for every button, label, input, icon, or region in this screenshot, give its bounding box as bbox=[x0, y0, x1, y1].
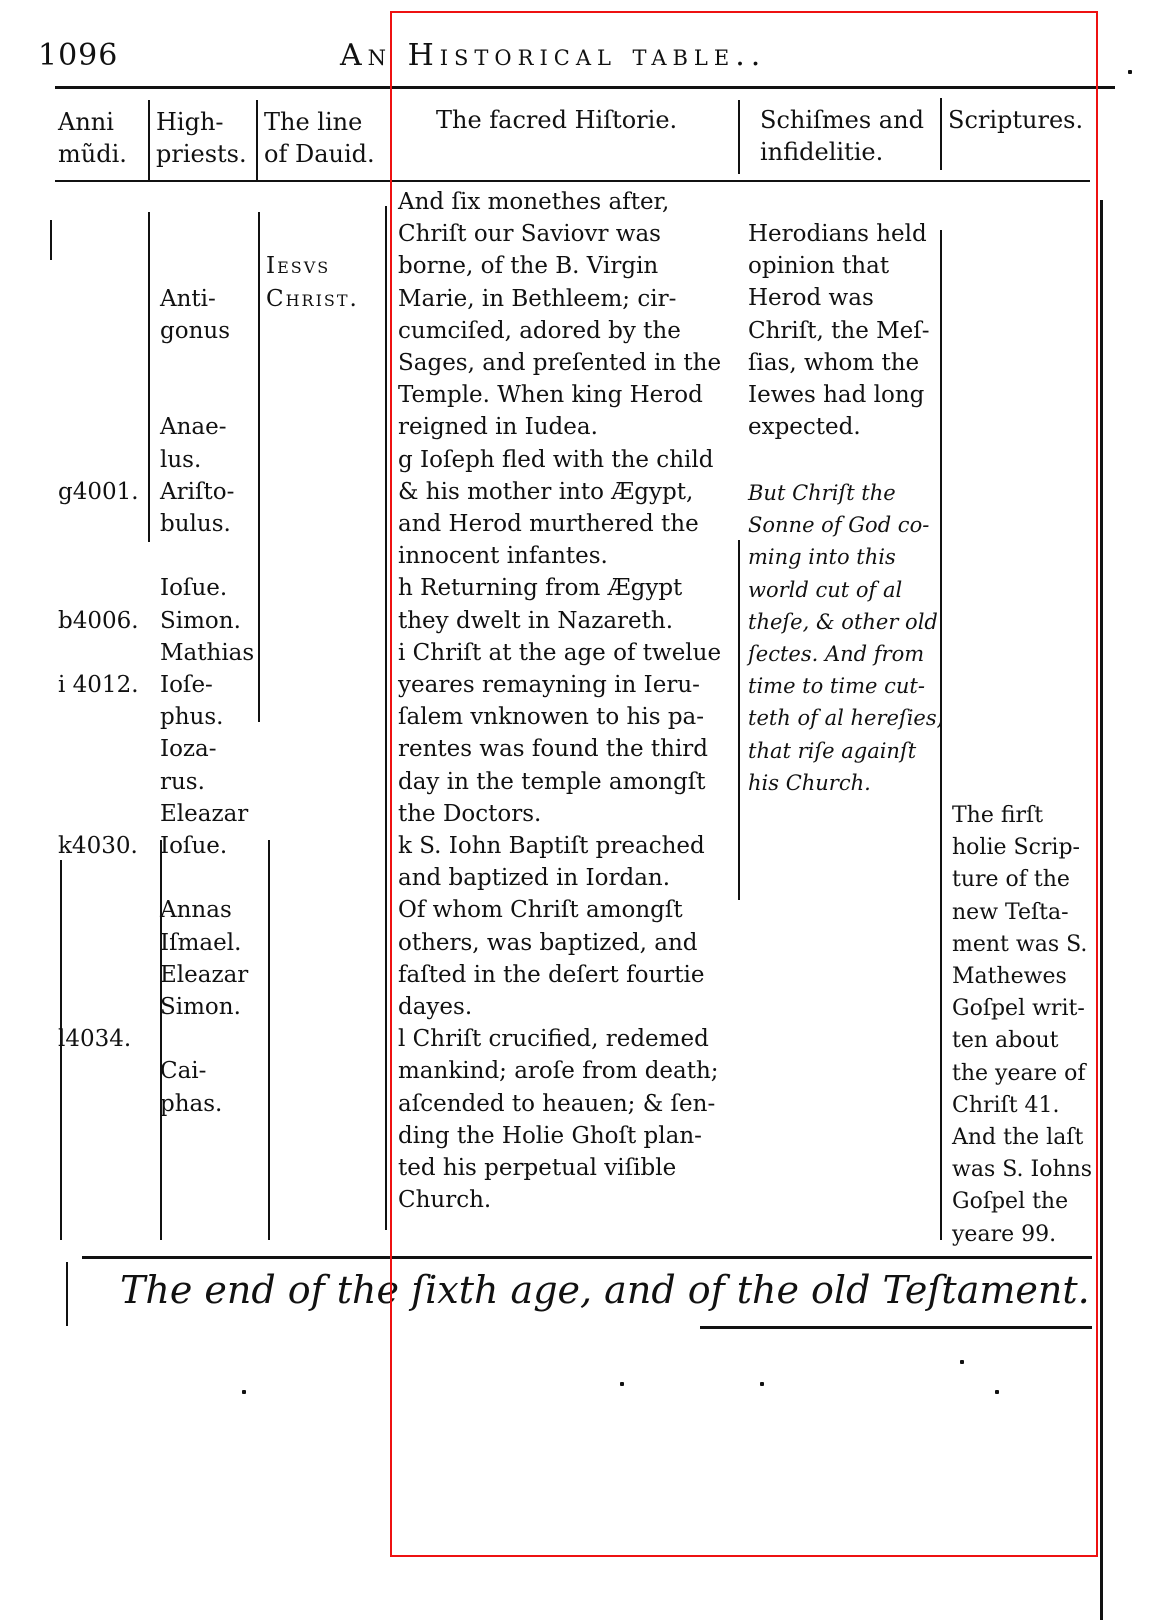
text-line: Goſpel the bbox=[952, 1189, 1069, 1215]
column-header-anni bbox=[58, 106, 127, 170]
priest-entry: Anae- bbox=[160, 414, 227, 441]
text-line: And the laſt bbox=[952, 1125, 1084, 1151]
text-line: cumciſed, adored by the bbox=[398, 317, 681, 344]
text-line: i Chriſt at the age of twelue bbox=[398, 639, 722, 666]
text-line: the Doctors. bbox=[398, 800, 542, 827]
footer-text: The end of the ſixth age, and of the old Teſtament. bbox=[120, 1268, 1090, 1312]
text-line: aſcended to heauen; & ſen- bbox=[398, 1090, 716, 1117]
priest-entry: Ariſto- bbox=[160, 478, 235, 505]
text-line: others, was baptized, and bbox=[398, 929, 698, 956]
priest-entry: Cai- bbox=[160, 1058, 207, 1085]
column-header-line: The facred Hiſtorie. bbox=[436, 106, 678, 134]
text-line: Chriſt 41. bbox=[952, 1092, 1060, 1118]
header-divider bbox=[256, 100, 258, 180]
column-header-priests bbox=[156, 106, 247, 170]
text-line: rentes was found the third bbox=[398, 736, 709, 763]
column-rule bbox=[1100, 200, 1103, 1620]
priest-entry: Eleazar bbox=[160, 800, 249, 827]
text-line: g Ioſeph fled with the child bbox=[398, 446, 714, 473]
text-line: that riſe againſt bbox=[748, 738, 917, 763]
text-line: yeares remayning in Ieru- bbox=[398, 672, 700, 699]
priest-entry: lus. bbox=[160, 446, 202, 473]
priest-entry: Mathias bbox=[160, 639, 255, 666]
column-header-david bbox=[264, 106, 375, 170]
anni-entry: g4001. bbox=[58, 478, 139, 505]
priest-entry: Ioſue. bbox=[160, 575, 228, 602]
ink-speck bbox=[995, 1390, 999, 1394]
david-entry: Christ. bbox=[266, 285, 359, 312]
column-header-line: Scriptures. bbox=[948, 106, 1084, 134]
text-line: reigned in Iudea. bbox=[398, 414, 598, 441]
david-entry: Iesvs bbox=[266, 253, 331, 280]
text-line: Herodians held bbox=[748, 221, 927, 247]
text-line: ding the Holie Ghoſt plan- bbox=[398, 1122, 702, 1149]
anni-entry: k4030. bbox=[58, 833, 138, 859]
column-rule bbox=[258, 212, 260, 722]
ink-speck bbox=[960, 1360, 964, 1364]
priest-entry: rus. bbox=[160, 768, 205, 795]
priest-entry: Simon. bbox=[160, 607, 241, 634]
text-line: ted his perpetual viſible bbox=[398, 1155, 677, 1182]
anni-entry: l4034. bbox=[58, 1026, 132, 1053]
text-line: & his mother into Ægypt, bbox=[398, 478, 694, 505]
text-line: and Herod murthered the bbox=[398, 511, 699, 538]
text-line: Sages, and preſented in the bbox=[398, 350, 722, 377]
column-header-line: of Dauid. bbox=[264, 140, 375, 168]
text-line: and baptized in Iordan. bbox=[398, 865, 671, 892]
priest-entry: gonus bbox=[160, 317, 230, 344]
text-line: they dwelt in Nazareth. bbox=[398, 607, 674, 634]
text-line: ten about bbox=[952, 1028, 1059, 1054]
column-rule bbox=[50, 220, 52, 260]
anni-entry: b4006. bbox=[58, 607, 139, 634]
text-line: Herod was bbox=[748, 285, 874, 312]
column-rule bbox=[268, 840, 270, 1240]
column-rule bbox=[385, 206, 387, 1230]
text-line: expected. bbox=[748, 414, 861, 441]
footer-left-rule bbox=[66, 1262, 68, 1326]
text-line: Chriſt, the Meſ- bbox=[748, 317, 930, 344]
priest-entry: Ioza- bbox=[160, 736, 217, 763]
text-line: borne, of the B. Virgin bbox=[398, 253, 659, 280]
column-rule bbox=[148, 212, 150, 542]
text-line: new Teſta- bbox=[952, 899, 1069, 925]
text-line: holie Scrip- bbox=[952, 835, 1080, 861]
text-line: ſectes. And from bbox=[748, 642, 925, 667]
text-line: was S. Iohns bbox=[952, 1157, 1093, 1183]
column-header-line: Schiſmes and bbox=[760, 106, 924, 134]
text-line: Mathewes bbox=[952, 964, 1067, 990]
page-title: An Historical table.. bbox=[340, 38, 767, 73]
ink-speck bbox=[620, 1382, 624, 1386]
column-header-line: mũdi. bbox=[58, 140, 127, 168]
text-line: ming into this bbox=[748, 545, 896, 570]
text-line: Temple. When king Herod bbox=[398, 382, 703, 409]
text-line: ture of the bbox=[952, 867, 1070, 893]
priest-entry: Simon. bbox=[160, 994, 241, 1020]
column-header-line: Anni bbox=[58, 108, 114, 136]
text-line: Sonne of God co- bbox=[748, 513, 930, 538]
text-line: mankind; aroſe from death; bbox=[398, 1058, 719, 1085]
text-line: teth of al hereſies, bbox=[748, 706, 944, 731]
ink-speck bbox=[1128, 70, 1132, 74]
text-line: Chriſt our Saviovr was bbox=[398, 221, 661, 248]
priest-entry: Ioſue. bbox=[160, 833, 228, 859]
text-line: opinion that bbox=[748, 253, 890, 280]
priest-entry: Annas bbox=[160, 897, 232, 924]
text-line: ſalem vnknowen to his pa- bbox=[398, 704, 705, 731]
text-line: faſted in the deſert fourtie bbox=[398, 961, 705, 988]
priest-entry: phus. bbox=[160, 704, 224, 731]
text-line: dayes. bbox=[398, 994, 473, 1021]
text-line: Marie, in Bethleem; cir- bbox=[398, 285, 677, 312]
text-line: theſe, & other old bbox=[748, 609, 938, 634]
text-line: day in the temple amongſt bbox=[398, 768, 706, 795]
text-line: Of whom Chriſt amongſt bbox=[398, 897, 683, 924]
column-header-line: infidelitie. bbox=[760, 138, 884, 166]
text-line: ment was S. bbox=[952, 931, 1088, 957]
priest-entry: Anti- bbox=[160, 285, 216, 312]
text-line: k S. Iohn Baptiſt preached bbox=[398, 833, 705, 860]
text-line: the yeare of bbox=[952, 1060, 1086, 1086]
priest-entry: phas. bbox=[160, 1090, 223, 1117]
anni-entry: i 4012. bbox=[58, 672, 139, 698]
text-line: Goſpel writ- bbox=[952, 996, 1085, 1022]
text-line: ſias, whom the bbox=[748, 349, 920, 376]
text-line: innocent infantes. bbox=[398, 543, 608, 570]
text-line: his Church. bbox=[748, 770, 871, 795]
priest-entry: Iſmael. bbox=[160, 929, 242, 956]
text-line: And ſix monethes after, bbox=[398, 189, 670, 215]
text-line: h Returning from Ægypt bbox=[398, 575, 683, 602]
text-line: world cut of al bbox=[748, 577, 903, 602]
highlight-frame bbox=[390, 11, 1098, 1557]
header-divider bbox=[148, 100, 150, 180]
text-line: The firſt bbox=[952, 803, 1044, 828]
ink-speck bbox=[760, 1382, 764, 1386]
page-number: 1096 bbox=[38, 38, 119, 73]
text-line: Church. bbox=[398, 1187, 492, 1214]
priest-entry: Eleazar bbox=[160, 961, 249, 988]
priest-entry: bulus. bbox=[160, 511, 231, 537]
text-line: But Chriſt the bbox=[748, 481, 896, 505]
text-line: Iewes had long bbox=[748, 382, 925, 409]
column-header-line: The line bbox=[264, 108, 363, 136]
ink-speck bbox=[242, 1390, 246, 1394]
priest-entry: Ioſe- bbox=[160, 672, 213, 698]
text-line: l Chriſt crucified, redemed bbox=[398, 1026, 709, 1053]
column-header-line: High- bbox=[156, 108, 224, 136]
text-line: yeare 99. bbox=[952, 1221, 1057, 1247]
text-line: time to time cut- bbox=[748, 674, 925, 699]
column-header-line: priests. bbox=[156, 140, 247, 168]
